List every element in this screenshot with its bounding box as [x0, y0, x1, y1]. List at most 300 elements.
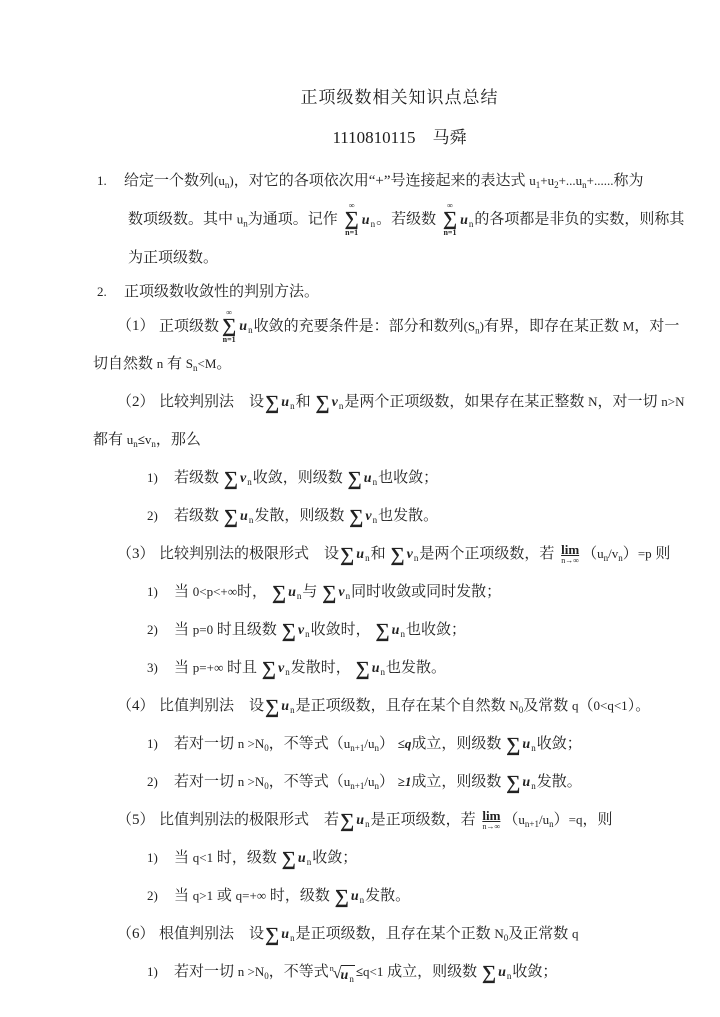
- subscript: n: [549, 819, 554, 830]
- text-run: u: [529, 173, 536, 188]
- variable-letter: u: [350, 889, 359, 905]
- text-run: u: [518, 812, 525, 828]
- subscript: 0: [518, 705, 524, 716]
- sum-symbol: ∑: [265, 392, 280, 415]
- text-run: 和: [295, 394, 315, 411]
- subscript: n: [365, 553, 370, 564]
- subscript: n: [370, 218, 376, 229]
- math-variable: [407, 547, 419, 562]
- subscript: n: [290, 401, 295, 412]
- doc-line: [93, 423, 706, 461]
- subscript: n: [193, 363, 198, 374]
- text-run: 时且级数: [213, 622, 281, 639]
- text-run: 当: [174, 660, 193, 677]
- text-run: 若级数: [174, 470, 223, 487]
- text-run: 是两个正项级数，如果存在某正整数: [344, 394, 589, 411]
- variable-letter: v: [278, 661, 285, 677]
- variable-letter: v: [331, 395, 338, 411]
- text-run: 收敛；: [512, 964, 558, 981]
- sum-upper-limit: ∞: [348, 201, 355, 210]
- text-run: 是正项级数，若: [370, 812, 480, 829]
- math-variable: [278, 661, 290, 676]
- text-run: 是两个正项级数，若: [419, 546, 559, 563]
- text-run: 收敛时，: [310, 622, 375, 639]
- doc-line: [93, 461, 706, 499]
- text-run: ）: [622, 546, 638, 563]
- text-run: q: [572, 698, 579, 714]
- author-line: 1110810115 马舜: [332, 128, 467, 147]
- radical-sign: √: [332, 965, 342, 983]
- list-marker: （2）: [117, 394, 155, 411]
- doc-line: [93, 613, 706, 651]
- text-run: 也收敛；: [378, 470, 439, 487]
- text-run: M: [622, 318, 635, 334]
- sum-lower-limit: n=1: [345, 228, 359, 237]
- list-marker: 3): [147, 660, 158, 676]
- subscript: 0: [503, 933, 509, 944]
- sum-symbol: ∑: [322, 582, 337, 605]
- math-variable: [460, 213, 473, 228]
- subscript: 0: [264, 971, 269, 982]
- text-run: ）: [378, 774, 398, 791]
- text-run: n: [156, 356, 164, 372]
- doc-line: [93, 275, 706, 309]
- subscript: n: [305, 629, 310, 640]
- text-run: N: [509, 698, 519, 714]
- text-run: 的各项都是非负的实数，则称其: [474, 211, 685, 228]
- text-run: 则: [651, 546, 671, 563]
- text-run: 收敛；: [312, 850, 358, 867]
- text-run: 当: [174, 850, 193, 867]
- variable-letter: u: [361, 212, 370, 228]
- text-run: 成立，则级数: [411, 774, 506, 791]
- text-run: 成立，则级数: [411, 736, 506, 753]
- text-run: 时且: [223, 660, 261, 677]
- text-run: 。: [216, 356, 232, 373]
- subscript: n: [248, 515, 254, 526]
- subscript: n: [372, 515, 378, 526]
- text-run: /u: [539, 812, 550, 828]
- text-run: 是正项级数，且存在某个正数: [295, 926, 495, 943]
- text-run: ）: [553, 812, 569, 829]
- subscript: n: [374, 781, 379, 792]
- list-marker: 1): [147, 850, 158, 866]
- text-run: 给定一个数列: [124, 173, 215, 189]
- math-variable: [281, 927, 294, 942]
- sum-symbol: ∑: [222, 314, 237, 337]
- sum-symbol: ∑: [223, 468, 239, 491]
- variable-letter: u: [297, 851, 306, 867]
- text-run: =p: [637, 546, 652, 562]
- variable-letter: v: [365, 509, 372, 525]
- variable-letter: u: [288, 585, 296, 601]
- math-variable: [338, 585, 350, 600]
- text-run: 比较判别法 设: [159, 394, 265, 411]
- math-variable: [240, 471, 252, 486]
- text-run: 是正项级数，且存在某个自然数: [295, 698, 510, 715]
- limit-subscript: n→∞: [561, 556, 579, 566]
- sum-symbol: ∑: [265, 924, 280, 947]
- text-run: 。若级数: [376, 211, 440, 228]
- text-run: q<1: [362, 964, 384, 980]
- math-variable: [351, 889, 364, 904]
- limit-symbol: [482, 809, 500, 832]
- math-variable: [240, 509, 253, 524]
- math-variable: [288, 585, 301, 600]
- list-marker: 2): [147, 508, 158, 524]
- subscript: n: [413, 553, 419, 564]
- subscript: n: [285, 667, 290, 678]
- text-run: S: [185, 356, 194, 372]
- variable-letter: u: [460, 212, 468, 228]
- sum-upper-limit: ∞: [226, 307, 232, 317]
- text-run: +......: [586, 173, 614, 188]
- variable-letter: u: [281, 699, 290, 715]
- text-run: u: [343, 736, 351, 752]
- limit-word: lim: [482, 807, 501, 823]
- math-variable: [298, 623, 310, 638]
- text-run: =q: [568, 812, 583, 828]
- text-run: 比较判别法的极限形式 设: [159, 546, 340, 563]
- doc-line: [93, 651, 706, 689]
- text-run: ≤: [355, 964, 363, 980]
- doc-line: [93, 385, 706, 423]
- subscript: n: [345, 591, 351, 602]
- sum-symbol: ∑: [340, 810, 355, 833]
- sum-symbol: ∑: [265, 696, 280, 719]
- list-marker: 2): [147, 888, 158, 904]
- text-run: （: [578, 698, 594, 715]
- text-run: ): [479, 318, 484, 334]
- subscript: n: [133, 439, 138, 450]
- text-run: 及正常数: [508, 926, 572, 943]
- list-marker: （4）: [117, 698, 155, 715]
- math-variable: [364, 471, 377, 486]
- subscript: 0: [264, 743, 269, 754]
- text-run: ）。: [627, 698, 651, 715]
- text-run: 也收敛；: [405, 622, 466, 639]
- variable-letter: v: [338, 585, 345, 601]
- subscript: n: [290, 705, 295, 716]
- variable-letter: u: [371, 661, 380, 677]
- text-run: p=+: [192, 660, 214, 676]
- text-run: n >N: [237, 774, 265, 790]
- doc-line: [93, 537, 706, 575]
- text-run: 发散。: [536, 774, 582, 791]
- text-run: 都有: [93, 432, 127, 449]
- variable-letter: u: [340, 967, 349, 983]
- subscript: n: [372, 477, 378, 488]
- list-marker: 1): [147, 964, 158, 980]
- list-marker: 1): [147, 736, 158, 752]
- text-run: 也发散。: [386, 660, 447, 677]
- list-marker: （6）: [117, 926, 155, 943]
- text-run: ，则: [582, 812, 613, 829]
- variable-letter: v: [406, 547, 413, 563]
- text-run: ）: [378, 736, 398, 753]
- doc-line: [93, 879, 706, 917]
- doc-line: [93, 727, 706, 765]
- text-run: 发散。: [365, 888, 411, 905]
- text-run: 根值判别法 设: [159, 926, 265, 943]
- sum-with-limits: [345, 202, 359, 238]
- variable-letter: u: [240, 509, 248, 525]
- text-run: n>N: [661, 394, 685, 410]
- text-run: 比值判别法的极限形式 若: [159, 812, 340, 829]
- doc-line: [93, 202, 706, 241]
- text-run: v: [144, 432, 152, 448]
- subscript: n+1: [350, 743, 365, 754]
- sum-with-limits: [222, 309, 236, 345]
- text-run: ≥1: [397, 774, 412, 790]
- subscript: 0: [264, 781, 269, 792]
- subscript: n: [618, 553, 623, 564]
- subscript: n: [365, 819, 370, 830]
- doc-line: [93, 241, 706, 275]
- text-run: 收敛，则级数: [252, 470, 347, 487]
- variable-letter: u: [239, 319, 248, 335]
- variable-letter: v: [240, 471, 247, 487]
- subscript: n: [248, 325, 253, 336]
- text-run: 当: [174, 888, 193, 905]
- sum-lower-limit: n=1: [443, 228, 457, 237]
- math-variable: [392, 623, 405, 638]
- sum-symbol: ∑: [442, 208, 458, 230]
- text-run: q: [572, 926, 579, 942]
- variable-letter: u: [363, 471, 372, 487]
- text-run: 时，级数: [266, 888, 334, 905]
- subscript: n: [247, 477, 252, 488]
- list-marker: 1): [147, 470, 158, 486]
- text-run: /u: [364, 774, 375, 790]
- subscript: n: [468, 218, 474, 229]
- math-variable: [239, 319, 252, 334]
- math-variable: [341, 968, 354, 983]
- doc-line: [93, 917, 706, 955]
- subscript: n: [338, 401, 344, 412]
- text-run: 收敛的充要条件是：部分和数列: [253, 318, 464, 335]
- math-variable: [362, 213, 375, 228]
- text-run: 时，: [237, 584, 271, 601]
- sum-symbol: ∑: [340, 544, 355, 567]
- page-title: 正项级数相关知识点总结: [300, 88, 499, 107]
- text-run: 比值判别法 设: [159, 698, 265, 715]
- text-run: 时，级数: [213, 850, 281, 867]
- text-run: /u: [364, 736, 375, 752]
- subscript: n: [296, 591, 302, 602]
- list-marker: （5）: [117, 812, 155, 829]
- math-variable: [356, 813, 369, 828]
- text-run: 同时收敛或同时发散；: [351, 584, 502, 601]
- sum-symbol: ∑: [390, 544, 405, 567]
- text-run: 有界，即存在某正数: [484, 318, 623, 335]
- limit-subscript: n→∞: [482, 822, 501, 832]
- text-run: 发散时，: [290, 660, 355, 677]
- math-variable: [281, 699, 294, 714]
- sum-symbol: ∑: [506, 772, 521, 795]
- text-run: q>1: [192, 888, 214, 904]
- text-run: n >N: [237, 964, 265, 980]
- subscript: n: [243, 218, 248, 229]
- text-run: u: [126, 432, 134, 448]
- text-run: ∞: [213, 660, 224, 676]
- subscript: 1: [535, 180, 541, 190]
- text-run: ≤q: [397, 736, 412, 752]
- subscript: n: [531, 781, 536, 792]
- list-marker: 1): [147, 584, 158, 600]
- list-marker: 2): [147, 774, 158, 790]
- list-marker: （1）: [117, 318, 155, 335]
- subscript: n: [374, 743, 379, 754]
- text-run: 0<q<1: [593, 698, 628, 714]
- text-run: 若对一切: [174, 736, 238, 753]
- math-variable: [498, 965, 511, 980]
- text-run: 数项级数。其中: [128, 211, 237, 228]
- text-run: 或: [213, 888, 236, 905]
- text-run: 为正项级数。: [128, 249, 219, 266]
- text-run: ，对一切: [597, 394, 662, 411]
- text-run: 正项级数收敛性的判别方法。: [124, 283, 320, 300]
- variable-letter: u: [391, 623, 400, 639]
- sum-upper-limit: ∞: [447, 201, 453, 210]
- text-run: (u: [214, 173, 225, 188]
- subscript: n+1: [524, 819, 539, 830]
- subscript: n: [531, 743, 536, 754]
- sum-symbol: ∑: [281, 848, 296, 871]
- doc-line: [93, 347, 706, 385]
- text-run: N: [494, 926, 504, 942]
- subscript: n: [290, 933, 295, 944]
- variable-letter: u: [281, 395, 290, 411]
- sum-symbol: ∑: [271, 582, 287, 605]
- text-run: （: [503, 812, 519, 829]
- text-run: u: [236, 211, 244, 227]
- sum-symbol: ∑: [344, 208, 359, 230]
- document-body: [93, 164, 706, 993]
- nth-root-symbol: [330, 957, 355, 991]
- subscript: n: [349, 973, 354, 984]
- list-marker: 1.: [97, 173, 107, 188]
- sum-symbol: ∑: [261, 658, 276, 681]
- text-run: ，那么: [155, 432, 201, 449]
- text-run: +...u: [558, 173, 583, 188]
- doc-line: [93, 955, 706, 993]
- sum-symbol: ∑: [375, 620, 390, 643]
- sum-symbol: ∑: [334, 886, 349, 909]
- text-run: 切自然数: [93, 356, 157, 373]
- subscript: n: [475, 325, 480, 336]
- text-run: 成立，则级数: [383, 964, 481, 981]
- subscript: n+1: [350, 781, 365, 792]
- math-variable: [522, 775, 535, 790]
- text-run: ，不等式: [268, 964, 329, 981]
- list-marker: 2): [147, 622, 158, 638]
- text-run: 为通项。记作: [247, 211, 342, 228]
- sum-symbol: ∑: [347, 468, 362, 491]
- text-run: ): [229, 173, 234, 188]
- sum-symbol: ∑: [281, 620, 296, 643]
- variable-letter: v: [297, 623, 305, 639]
- doc-line: [93, 803, 706, 841]
- limit-word: lim: [561, 541, 580, 557]
- sum-with-limits: [443, 202, 457, 238]
- text-run: 0<p<+: [192, 584, 228, 600]
- sum-symbol: ∑: [506, 734, 521, 757]
- text-run: 当: [174, 584, 193, 601]
- variable-letter: u: [522, 775, 531, 791]
- subscript: n: [359, 895, 365, 906]
- variable-letter: u: [522, 737, 531, 753]
- text-run: 和: [370, 546, 390, 563]
- text-run: <M: [197, 356, 217, 372]
- sum-symbol: ∑: [349, 506, 364, 529]
- text-run: 若对一切: [174, 774, 238, 791]
- subscript: 2: [554, 180, 559, 190]
- subscript: n: [306, 857, 312, 868]
- text-run: 发散，则级数: [254, 508, 349, 525]
- text-run: u: [343, 774, 351, 790]
- text-run: 与: [302, 584, 322, 601]
- doc-line: [93, 765, 706, 803]
- text-run: 当: [174, 622, 193, 639]
- text-run: 正项级数: [159, 318, 220, 335]
- text-run: q=+: [235, 888, 257, 904]
- text-run: 收敛；: [536, 736, 582, 753]
- text-run: (S: [463, 318, 476, 334]
- sum-lower-limit: n=1: [222, 334, 236, 344]
- variable-letter: u: [498, 965, 506, 981]
- math-variable: [365, 509, 377, 524]
- text-run: 若级数: [174, 508, 223, 525]
- text-run: ，不等式（: [268, 736, 344, 753]
- doc-line: [93, 499, 706, 537]
- text-run: q<1: [192, 850, 214, 866]
- text-run: ，不等式（: [268, 774, 344, 791]
- doc-line: [93, 309, 706, 348]
- subscript: n: [400, 629, 405, 640]
- text-run: ，对一: [634, 318, 680, 335]
- doc-line: [93, 689, 706, 727]
- math-variable: [332, 395, 344, 410]
- text-run: 称为: [613, 173, 644, 189]
- variable-letter: u: [356, 813, 365, 829]
- text-run: ，对它的各项依次用“+”号连接起来的表达式: [233, 173, 530, 189]
- subscript: n: [506, 971, 512, 982]
- text-run: ≤: [137, 432, 145, 448]
- limit-symbol: [561, 543, 579, 566]
- math-variable: [281, 395, 294, 410]
- text-run: p=0: [192, 622, 214, 638]
- subscript: n: [151, 439, 156, 450]
- text-run: N: [588, 394, 598, 410]
- text-run: 也发散。: [378, 508, 439, 525]
- doc-line: [93, 841, 706, 879]
- root-index: n: [329, 964, 334, 974]
- math-variable: [298, 851, 311, 866]
- doc-line: [93, 575, 706, 613]
- text-run: ∞: [256, 888, 267, 904]
- sum-symbol: ∑: [355, 658, 370, 681]
- list-marker: （3）: [117, 546, 155, 563]
- text-run: 若对一切: [174, 964, 238, 981]
- subscript: n: [380, 667, 386, 678]
- sum-symbol: ∑: [223, 506, 239, 529]
- subscript: n: [582, 180, 587, 190]
- text-run: 有: [163, 356, 186, 373]
- variable-letter: u: [356, 547, 365, 563]
- sum-symbol: ∑: [481, 962, 497, 985]
- doc-line: [93, 164, 706, 202]
